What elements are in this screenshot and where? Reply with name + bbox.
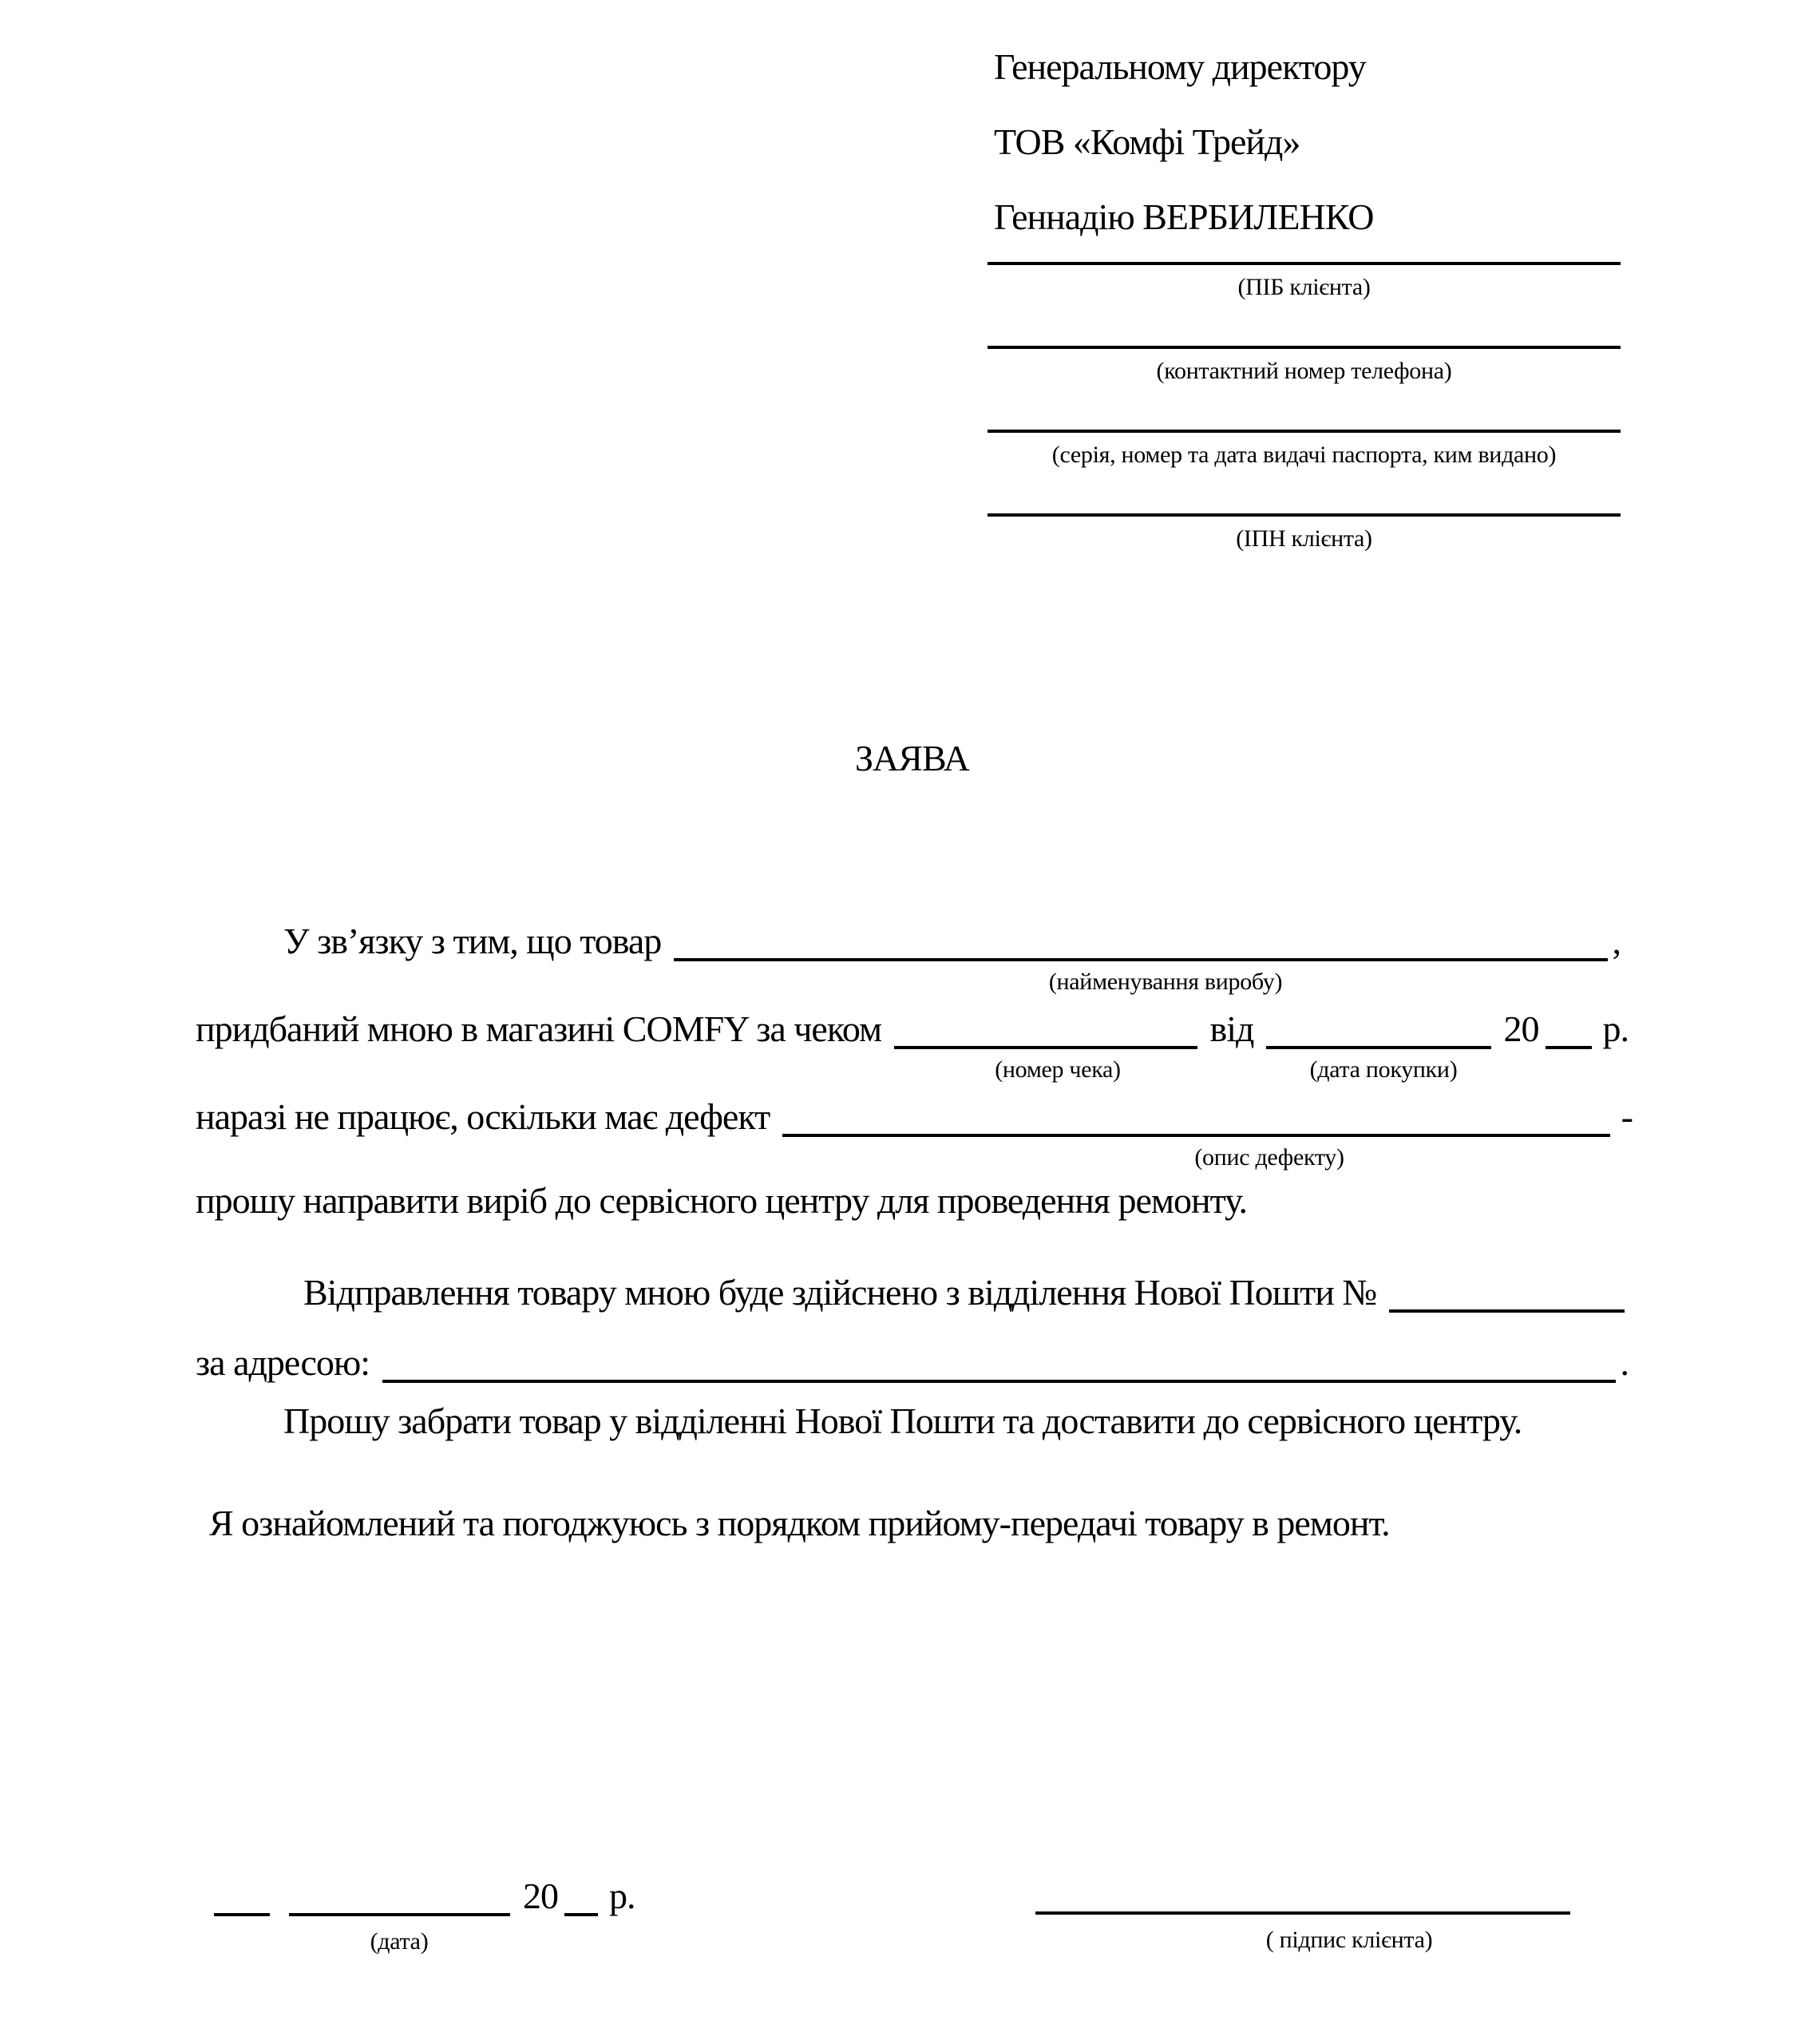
client-passport-blank-line [988,430,1621,433]
paragraph1-line3 [196,1091,1633,1137]
purchase-year-blank-line [1546,1014,1592,1049]
p1l2-text: придбаний мною в магазині COMFY за чеком [196,1008,882,1049]
date-label: (дата) [370,1928,429,1955]
paragraph1-line2 [196,1003,1629,1049]
paragraph2-line2 [196,1337,1629,1383]
defect-description-blank-line [782,1102,1609,1137]
paragraph1-line1 [283,915,1621,961]
client-fullname-blank-line [988,262,1621,265]
p2l2-text: за адресою: [196,1342,370,1383]
receipt-number-blank-line [894,1014,1197,1049]
product-name-label: (найменування виробу) [1048,969,1283,995]
paragraph2-line1 [303,1266,1625,1313]
defect-description-label: (опис дефекту) [1194,1144,1344,1171]
product-name-blank-line [674,926,1607,961]
p1l2-year-suffix: р. [1602,1008,1629,1049]
p2l2-period: . [1620,1342,1629,1383]
recipient-name: Геннадію ВЕРБИЛЕНКО [994,196,1374,237]
p1l3-dash: - [1621,1096,1633,1137]
post-office-number-blank-line [1389,1278,1625,1313]
recipient-company: ТОВ «Комфі Трейд» [994,121,1300,162]
receipt-number-label: (номер чека) [995,1056,1121,1083]
p1l2-from-word: від [1209,1008,1254,1049]
purchase-date-label: (дата покупки) [1309,1056,1458,1083]
signature-label: ( підпис клієнта) [1265,1927,1433,1953]
footer-year-suffix: р. [609,1876,635,1916]
client-fullname-label: (ПІБ клієнта) [1237,274,1371,300]
paragraph1-line4: прошу направити виріб до сервісного центру для проведення ремонту. [196,1180,1247,1221]
document-title: ЗАЯВА [855,738,969,778]
footer-year-prefix: 20 [523,1876,558,1916]
date-year-blank-line [564,1881,598,1916]
client-phone-blank-line [988,346,1621,349]
paragraph3: Прошу забрати товар у відділенні Нової Пошти та доставити до сервісного центру. [283,1400,1522,1441]
signature-blank-line [1035,1911,1570,1915]
p1l3-text: наразі не працює, оскільки має дефект [196,1096,770,1137]
date-month-blank-line [289,1881,510,1916]
address-blank-line [382,1348,1615,1383]
p1l2-year-prefix: 20 [1503,1008,1539,1049]
p2l1-text: Відправлення товару мною буде здійснено з відділення Нової Пошти № [303,1272,1377,1313]
date-day-blank-line [214,1881,270,1916]
client-phone-label: (контактний номер телефона) [1156,358,1452,384]
paragraph4: Я ознайомлений та погоджуюсь з порядком прийому-передачі товару в ремонт. [209,1503,1390,1543]
footer-date-group [214,1870,635,1916]
purchase-date-blank-line [1266,1014,1490,1049]
client-passport-label: (серія, номер та дата видачі паспорта, ким видано) [1051,442,1557,468]
recipient-position: Генеральному директору [994,46,1366,87]
client-taxid-blank-line [988,513,1621,517]
p1l1-text: У зв’язку з тим, що товар [283,921,662,961]
client-taxid-label: (ІПН клієнта) [1236,525,1372,552]
p1l1-comma: , [1612,921,1621,961]
